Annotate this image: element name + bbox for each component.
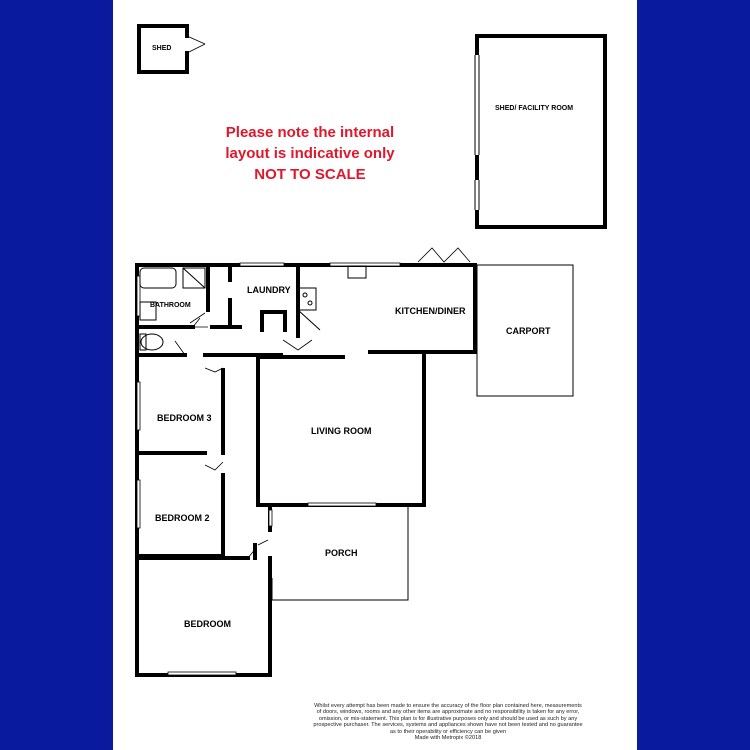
scale-note	[225, 124, 395, 183]
floor-plan	[113, 0, 637, 750]
disclaimer-credit: Made with Metropix ©2018	[414, 735, 482, 742]
kitchen-diner-label: KITCHEN/DINER	[395, 306, 466, 316]
floor-plan-page	[113, 0, 637, 750]
porch-label: PORCH	[325, 548, 358, 558]
bedroom2-label: BEDROOM 2	[155, 513, 210, 523]
note-line-1: Please note the internal	[225, 124, 395, 141]
shed-facility-label: SHED/ FACILITY ROOM	[495, 105, 574, 112]
disclaimer-line: Whilst every attempt has been made to ensure the accuracy of the floor plan contained here, measurements	[314, 703, 582, 709]
bedroom-label: BEDROOM	[184, 619, 231, 629]
bedroom3-label: BEDROOM 3	[157, 413, 212, 423]
carport	[477, 265, 573, 396]
note-line-3: NOT TO SCALE	[254, 166, 366, 183]
carport-label: CARPORT	[506, 326, 551, 336]
laundry-label: LAUNDRY	[247, 285, 291, 295]
porch	[272, 505, 408, 600]
disclaimer	[283, 703, 613, 741]
living-room-label: LIVING ROOM	[311, 426, 372, 436]
bathroom-label: BATHROOM	[150, 302, 191, 309]
disclaimer-line: as to their operability or efficiency can be given	[389, 728, 507, 735]
disclaimer-line: of doors, windows, rooms and any other items are approximate and no responsibility is taken for any error,	[316, 709, 580, 716]
disclaimer-line: prospective purchaser. The services, systems and appliances shown have not been tested and no guarantee	[313, 722, 583, 729]
shed-label: SHED	[152, 45, 172, 52]
house-walls	[137, 265, 475, 675]
shed	[139, 26, 205, 72]
shed-facility-room	[475, 36, 605, 227]
note-line-2: layout is indicative only	[225, 145, 395, 162]
disclaimer-line: omission, or mis-statement. This plan is for illustrative purposes only and should be used as such by any	[318, 715, 578, 722]
